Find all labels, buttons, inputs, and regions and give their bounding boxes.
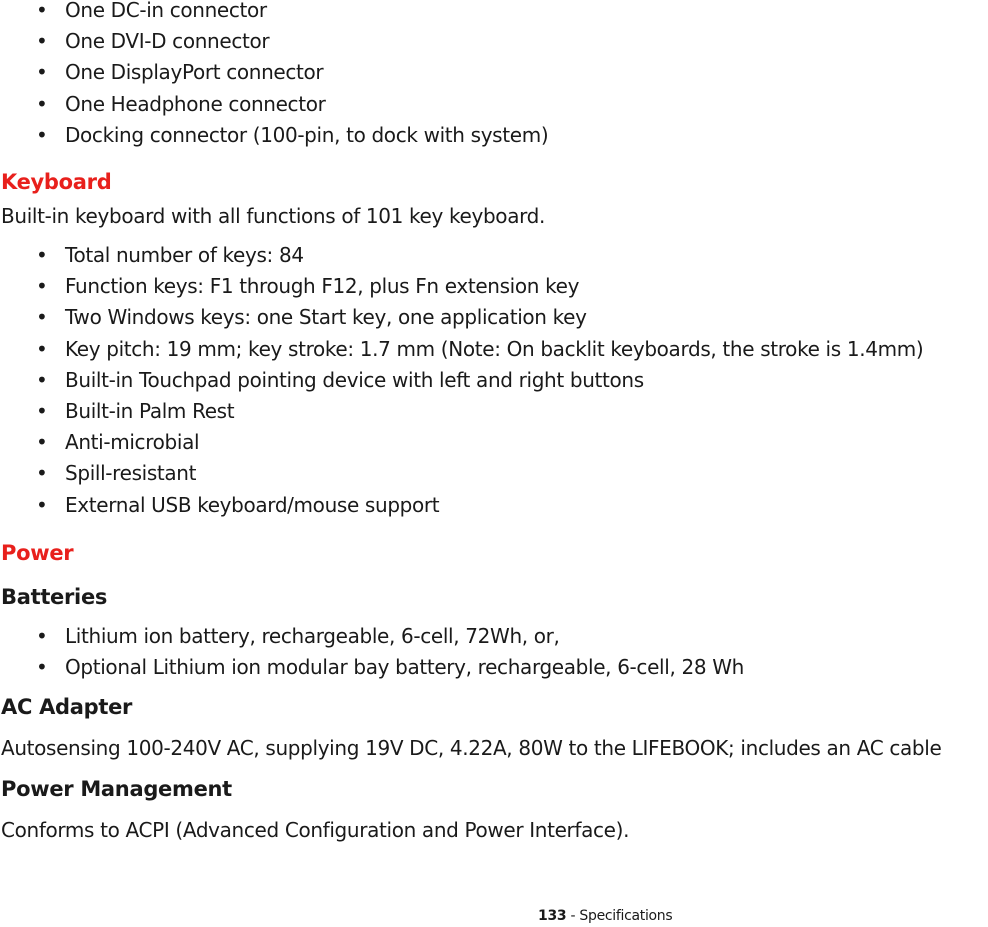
keyboard-section bbox=[0, 240, 923, 521]
bullet-icon: • bbox=[36, 60, 48, 85]
batteries-list bbox=[0, 621, 744, 683]
list-item: • Anti-microbial bbox=[0, 427, 923, 458]
bullet-icon: • bbox=[36, 655, 48, 680]
page-number: 133 bbox=[538, 908, 567, 924]
list-item: • Total number of keys: 84 bbox=[0, 240, 923, 271]
list-item: • One Headphone connector bbox=[0, 89, 548, 120]
list-item: • One DisplayPort connector bbox=[0, 57, 548, 88]
keyboard-intro: Built-in keyboard with all functions of 101 key keyboard. bbox=[1, 204, 545, 228]
bullet-icon: • bbox=[36, 0, 48, 22]
bullet-icon: • bbox=[36, 29, 48, 54]
keyboard-list bbox=[0, 240, 923, 521]
list-item: • Spill-resistant bbox=[0, 458, 923, 489]
bullet-icon: • bbox=[36, 492, 48, 517]
list-item: • Built-in Touchpad pointing device with left and right buttons bbox=[0, 365, 923, 396]
list-item: • Built-in Palm Rest bbox=[0, 396, 923, 427]
bullet-icon: • bbox=[36, 243, 48, 267]
bullet-icon: • bbox=[36, 624, 48, 648]
page-footer bbox=[538, 906, 672, 926]
bullet-icon: • bbox=[36, 305, 48, 330]
batteries-section bbox=[0, 621, 744, 683]
list-item: • One DVI-D connector bbox=[0, 26, 548, 57]
connectors-section bbox=[0, 0, 548, 151]
list-item: • Function keys: F1 through F12, plus Fn extension key bbox=[0, 271, 923, 302]
list-item: • External USB keyboard/mouse support bbox=[0, 490, 923, 521]
bullet-icon: • bbox=[36, 91, 48, 116]
list-item: • Optional Lithium ion modular bay battery, rechargeable, 6-cell, 28 Wh bbox=[0, 652, 744, 683]
connectors-list bbox=[0, 0, 548, 151]
keyboard-heading: Keyboard bbox=[1, 170, 112, 194]
list-item: • Two Windows keys: one Start key, one application key bbox=[0, 302, 923, 333]
list-item: • Key pitch: 19 mm; key stroke: 1.7 mm (Note: On backlit keyboards, the stroke is 1.4mm) bbox=[0, 334, 923, 365]
power-heading: Power bbox=[1, 541, 74, 565]
footer-separator: - bbox=[566, 908, 580, 924]
bullet-icon: • bbox=[36, 461, 48, 486]
ac-adapter-text: Autosensing 100-240V AC, supplying 19V DC, 4.22A, 80W to the LIFEBOOK; includes an AC cable bbox=[1, 736, 942, 760]
list-item: • Docking connector (100-pin, to dock with system) bbox=[0, 120, 548, 151]
list-item: • Lithium ion battery, rechargeable, 6-cell, 72Wh, or, bbox=[0, 621, 744, 652]
footer-section: Specifications bbox=[579, 908, 673, 924]
bullet-icon: • bbox=[36, 367, 48, 392]
list-item: • One DC-in connector bbox=[0, 0, 548, 26]
bullet-icon: • bbox=[36, 430, 48, 455]
bullet-icon: • bbox=[36, 336, 48, 361]
bullet-icon: • bbox=[36, 122, 48, 147]
bullet-icon: • bbox=[36, 399, 48, 424]
ac-adapter-heading: AC Adapter bbox=[1, 695, 133, 719]
batteries-heading: Batteries bbox=[1, 585, 108, 609]
power-management-heading: Power Management bbox=[1, 777, 232, 801]
power-management-text: Conforms to ACPI (Advanced Configuration and Power Interface). bbox=[1, 818, 630, 842]
bullet-icon: • bbox=[36, 274, 48, 299]
